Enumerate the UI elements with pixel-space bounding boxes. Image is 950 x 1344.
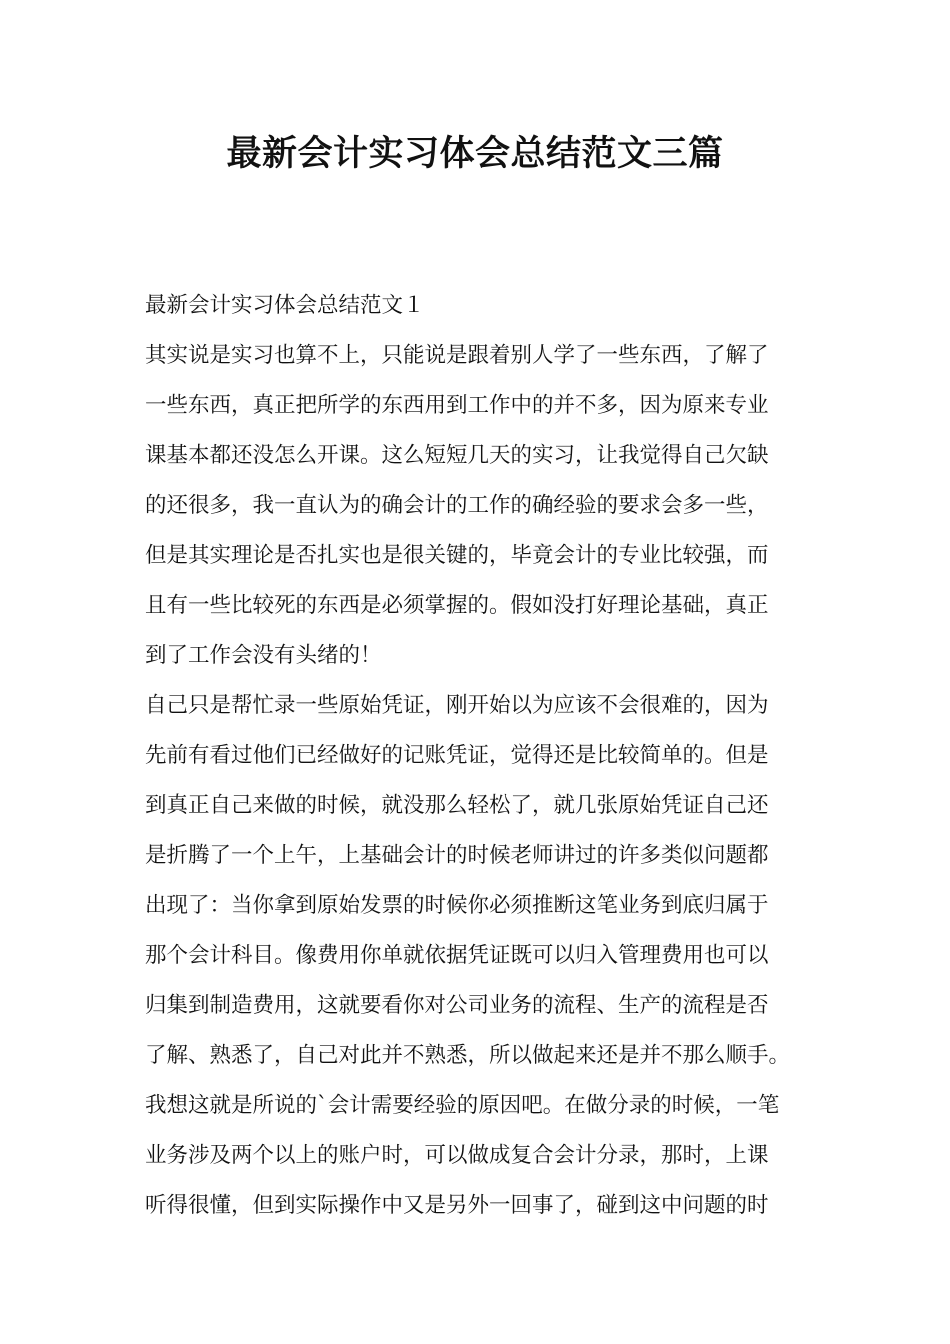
- text-line: 先前有看过他们已经做好的记账凭证，觉得还是比较简单的。但是: [145, 743, 769, 768]
- text-line: 自己只是帮忙录一些原始凭证，刚开始以为应该不会很难的，因为: [145, 693, 769, 718]
- text-line: 归集到制造费用，这就要看你对公司业务的流程、生产的流程是否: [145, 993, 769, 1018]
- text-line: 的还很多，我一直认为的确会计的工作的确经验的要求会多一些，: [145, 493, 769, 518]
- text-line: 了解、熟悉了，自己对此并不熟悉，所以做起来还是并不那么顺手。: [145, 1043, 791, 1068]
- text-line: 但是其实理论是否扎实也是很关键的，毕竟会计的专业比较强，而: [145, 543, 769, 568]
- text-line: 听得很懂，但到实际操作中又是另外一回事了，碰到这中问题的时: [145, 1193, 769, 1218]
- text-line: 出现了：当你拿到原始发票的时候你必须推断这笔业务到底归属于: [145, 893, 769, 918]
- document-title: 最新会计实习体会总结范文三篇: [226, 134, 724, 174]
- text-line: 且有一些比较死的东西是必须掌握的。假如没打好理论基础，真正: [145, 593, 769, 618]
- text-line: 我想这就是所说的`会计需要经验的原因吧。在做分录的时候，一笔: [145, 1093, 780, 1118]
- text-line: 到真正自己来做的时候，就没那么轻松了，就几张原始凭证自己还: [145, 793, 769, 818]
- text-line: 课基本都还没怎么开课。这么短短几天的实习，让我觉得自己欠缺: [145, 443, 769, 468]
- text-line: 其实说是实习也算不上，只能说是跟着别人学了一些东西，了解了: [145, 343, 769, 368]
- text-line: 业务涉及两个以上的账户时，可以做成复合会计分录，那时，上课: [145, 1143, 769, 1168]
- text-line: 是折腾了一个上午，上基础会计的时候老师讲过的许多类似问题都: [145, 843, 769, 868]
- text-line: 那个会计科目。像费用你单就依据凭证既可以归入管理费用也可以: [145, 943, 769, 968]
- text-line: 到了工作会没有头绪的！: [145, 643, 382, 668]
- document-body: [145, 281, 835, 1231]
- section-heading: 最新会计实习体会总结范文１: [145, 293, 425, 318]
- text-line: 一些东西，真正把所学的东西用到工作中的并不多，因为原来专业: [145, 393, 769, 418]
